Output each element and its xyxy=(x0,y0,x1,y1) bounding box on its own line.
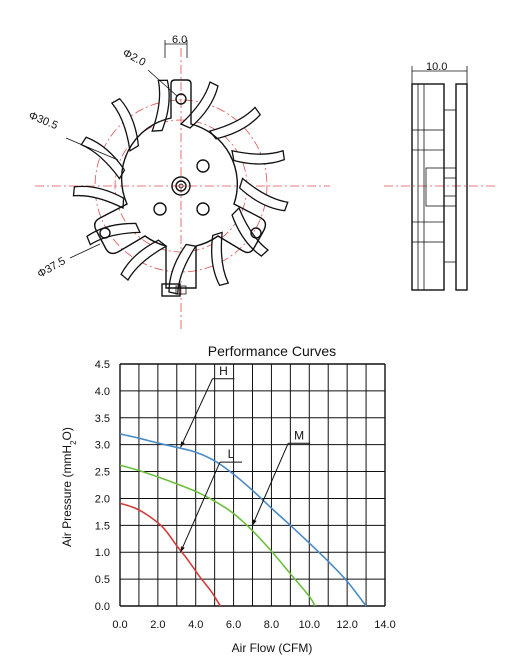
hub-hole xyxy=(197,203,209,215)
curve-L xyxy=(120,503,220,606)
fan-blade xyxy=(71,172,127,223)
side-view xyxy=(384,61,495,290)
leader-arrowhead xyxy=(253,519,257,525)
y-tick-label: 3.5 xyxy=(94,412,110,425)
fan-blade xyxy=(181,82,218,128)
front-view xyxy=(27,34,330,330)
leader-line xyxy=(70,244,100,258)
y-tick-label: 4.5 xyxy=(94,359,110,371)
x-tick-label: 12.0 xyxy=(336,619,358,631)
x-tick-label: 0.0 xyxy=(112,619,128,631)
curve-M xyxy=(120,465,315,606)
fan-blade xyxy=(84,205,142,264)
x-tick-label: 14.0 xyxy=(374,619,396,631)
dim-hub-spacing-label: 6.0 xyxy=(172,34,188,46)
side-shaft xyxy=(444,178,456,196)
curves xyxy=(120,434,366,606)
side-frame xyxy=(412,84,444,290)
y-tick-label: 0.0 xyxy=(94,601,110,613)
side-frame-back xyxy=(456,84,467,290)
y-tick-label: 3.0 xyxy=(94,439,110,452)
x-tick-label: 4.0 xyxy=(188,619,204,631)
y-tick-label: 4.0 xyxy=(94,385,110,398)
fan-blade xyxy=(120,233,167,287)
dim-inner-label: Φ30.5 xyxy=(26,109,60,133)
curve-label-M: M xyxy=(294,428,305,443)
fan-blade xyxy=(95,96,154,153)
curve-label-L: L xyxy=(227,447,235,462)
fan-blade xyxy=(133,77,187,135)
chart-title: Performance Curves xyxy=(207,343,337,359)
fan-blade xyxy=(208,94,262,152)
y-tick-labels xyxy=(95,359,110,613)
side-motor xyxy=(426,168,456,206)
y-tick-label: 2.0 xyxy=(94,493,110,506)
x-tick-labels xyxy=(112,619,395,631)
y-tick-label: 0.5 xyxy=(94,574,110,587)
leader-arrowhead xyxy=(181,546,185,552)
x-tick-label: 2.0 xyxy=(150,619,166,631)
x-axis-label: Air Flow (CFM) xyxy=(231,641,313,655)
leader-line xyxy=(253,443,289,525)
leader-line xyxy=(181,462,220,552)
y-tick-label: 2.5 xyxy=(94,466,110,479)
dim-hole-label: Φ2.0 xyxy=(120,47,148,69)
y-tick-label: 1.5 xyxy=(94,520,110,533)
dim-thickness-label: 10.0 xyxy=(426,61,448,73)
performance-chart xyxy=(60,343,396,655)
y-tick-label: 1.0 xyxy=(94,547,110,560)
x-tick-label: 10.0 xyxy=(298,619,320,631)
x-tick-label: 8.0 xyxy=(263,619,280,631)
chart-grid xyxy=(120,364,385,606)
hub-hole xyxy=(197,160,209,172)
y-axis-label: Air Pressure (mmH$_2$O) xyxy=(60,427,78,547)
fan-blade xyxy=(78,137,128,179)
leader-line xyxy=(181,379,213,448)
fan-blade xyxy=(222,207,278,258)
curve-label-H: H xyxy=(219,363,228,378)
x-tick-label: 6.0 xyxy=(225,619,242,631)
dim-outer-label: Φ37.5 xyxy=(35,255,68,281)
curve-H xyxy=(120,434,366,606)
hub-hole xyxy=(154,203,166,215)
